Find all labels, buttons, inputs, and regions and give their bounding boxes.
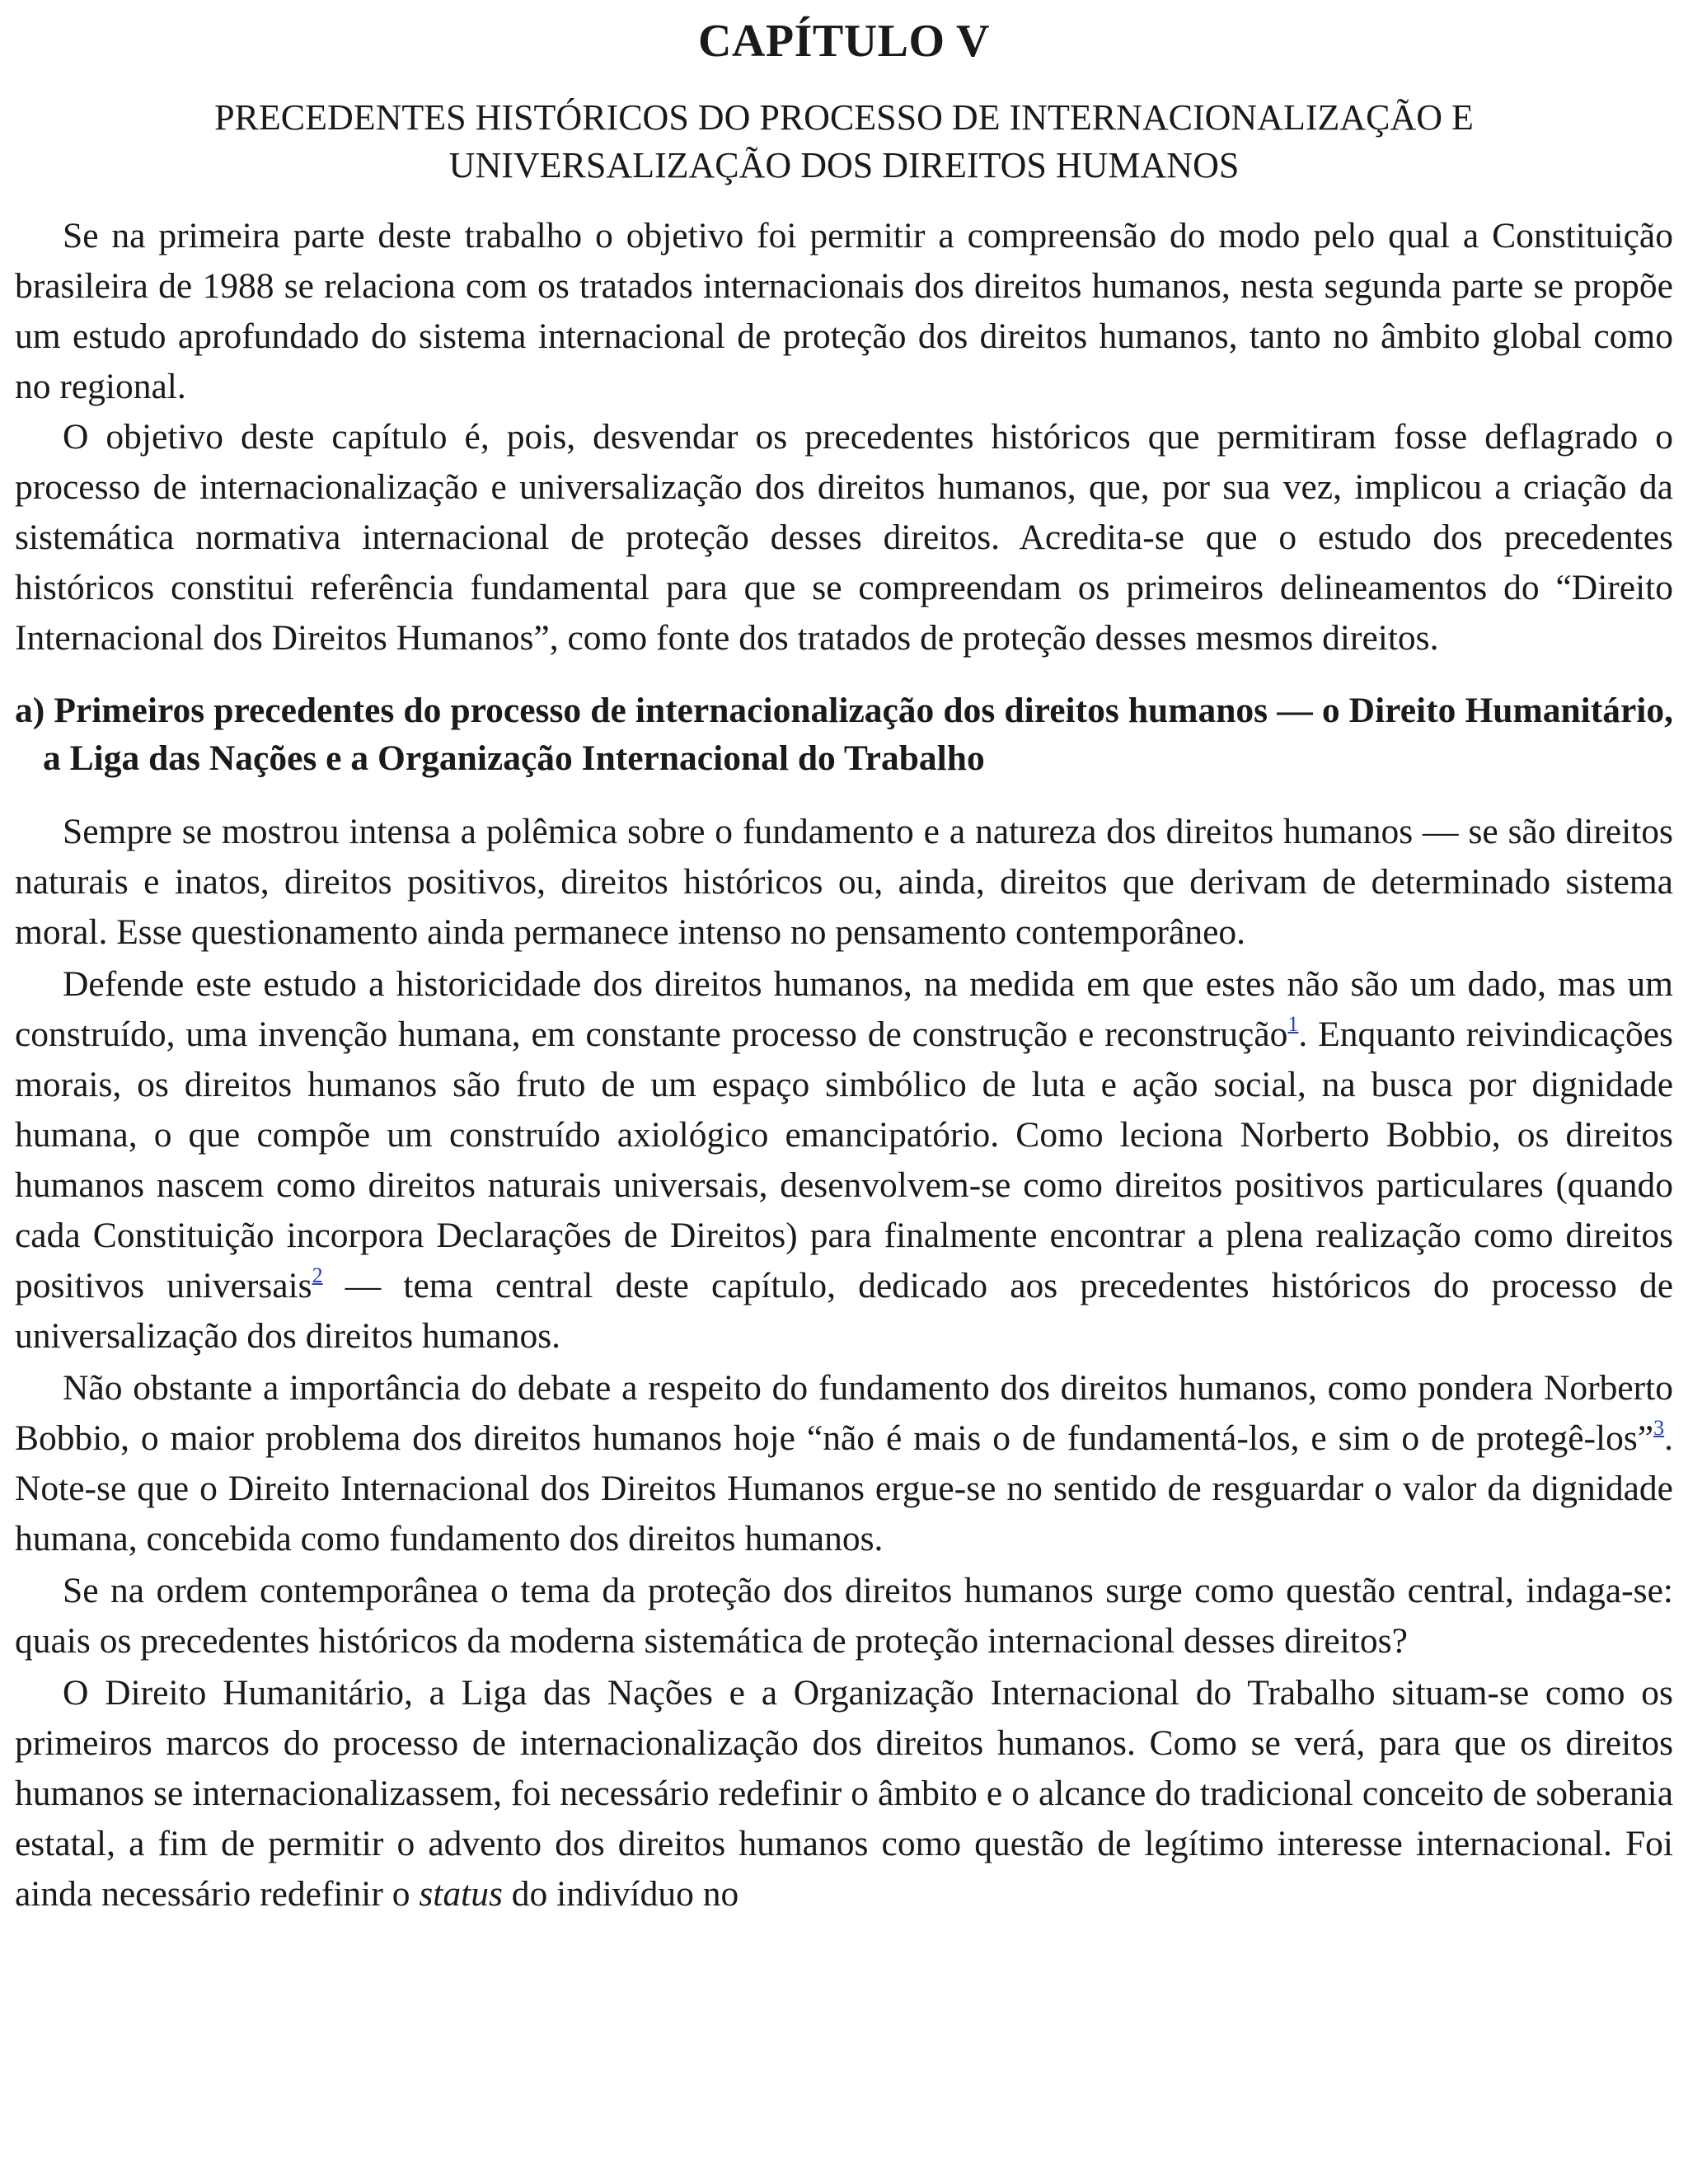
footnote-ref-2 <box>312 1263 323 1287</box>
chapter-title: CAPÍTULO V <box>697 16 990 67</box>
footnote-link-1[interactable]: 1 <box>1287 1012 1299 1036</box>
footnote-link-3[interactable]: 3 <box>1653 1416 1665 1440</box>
section-a-paragraph-1: Sempre se mostrou intensa a polêmica sobre o fundamento e a natureza dos direitos humanos — se são direitos naturais e inatos, direitos positivos, direitos históricos ou, ainda, direitos que derivam de determinado sistema moral. Esse questionamento ainda permanece intenso no pensamento contemporâneo. <box>15 812 1673 952</box>
document-page <box>15 0 1673 1919</box>
paragraph-2-text-2: . Enquanto reivindicações morais, os direitos humanos são fruto de um espaço simbólico de luta e ação social, na busca por dignidade humana, o que compõe um construído axiológico emancipatório. Como leciona Norberto Bobbio, os direitos humanos nascem como direitos naturais universais, desenvolvem-se como direitos positivos particulares (quando cada Constituição incorpora Declarações de Direitos) para finalmente encontrar a plena realização como direitos positivos universais <box>15 1015 1673 1305</box>
paragraph-3-text-2: . Note-se que o Direito Internacional dos Direitos Humanos ergue-se no sentido de resguardar o valor da dignidade humana, concebida como fundamento dos direitos humanos. <box>15 1418 1673 1558</box>
paragraph-3-text-1: Não obstante a importância do debate a respeito do fundamento dos direitos humanos, como pondera Norberto Bobbio, o maior problema dos direitos humanos hoje “não é mais o de fundamentá-los, e sim o de protegê-los” <box>15 1368 1673 1458</box>
paragraph-5-text-2: do indivíduo no <box>502 1874 739 1914</box>
status-italic: status <box>419 1874 503 1914</box>
chapter-subtitle <box>15 94 1673 190</box>
footnote-ref-1 <box>1287 1012 1298 1036</box>
intro-paragraph-2: O objetivo deste capítulo é, pois, desvendar os precedentes históricos que permitiram fosse deflagrado o processo de internacionalização e universalização dos direitos humanos, que, por sua vez, implicou a criação da sistemática normativa internacional de proteção desses direitos. Acredita-se que o estudo dos precedentes históricos constitui referência fundamental para que se compreendam os primeiros delineamentos do “Direito Internacional dos Direitos Humanos”, como fonte dos tratados de proteção desses mesmos direitos. <box>15 417 1673 658</box>
paragraph-2-text-1: Defende este estudo a historicidade dos direitos humanos, na medida em que estes não são um dado, mas um construído, uma invenção humana, em constante processo de construção e reconstrução <box>15 964 1673 1054</box>
section-a-paragraph-2 <box>15 959 1673 1361</box>
section-a-paragraph-4: Se na ordem contemporânea o tema da proteção dos direitos humanos surge como questão central, indaga-se: quais os precedentes históricos da moderna sistemática de proteção internacional desses direitos? <box>15 1571 1673 1661</box>
section-a-body <box>15 807 1673 1919</box>
section-a-heading: a) Primeiros precedentes do processo de internacionalização dos direitos humanos — o Direito Humanitário, a Liga das Nações e a Organização Internacional do Trabalho <box>15 691 1673 778</box>
footnote-link-2[interactable]: 2 <box>312 1263 323 1287</box>
footnote-ref-3 <box>1653 1416 1664 1440</box>
section-a-paragraph-5 <box>15 1668 1673 1919</box>
intro-paragraph-1: Se na primeira parte deste trabalho o objetivo foi permitir a compreensão do modo pelo qual a Constituição brasileira de 1988 se relaciona com os tratados internacionais dos direitos humanos, nesta segunda parte se propõe um estudo aprofundado do sistema internacional de proteção dos direitos humanos, tanto no âmbito global como no regional. <box>15 216 1673 406</box>
section-a-paragraph-3 <box>15 1363 1673 1564</box>
paragraph-2-text-3: — tema central deste capítulo, dedicado aos precedentes históricos do processo de universalização dos direitos humanos. <box>15 1266 1673 1356</box>
paragraph-5-text-1: O Direito Humanitário, a Liga das Nações e a Organização Internacional do Trabalho situam-se como os primeiros marcos do processo de internacionalização dos direitos humanos. Como se verá, para que os direitos humanos se internacionalizassem, foi necessário redefinir o âmbito e o alcance do tradicional conceito de soberania estatal, a fim de permitir o advento dos direitos humanos como questão de legítimo interesse internacional. Foi ainda necessário redefinir o <box>15 1673 1673 1914</box>
intro-section <box>15 211 1673 663</box>
chapter-subtitle-line-2: UNIVERSALIZAÇÃO DOS DIREITOS HUMANOS <box>448 145 1240 185</box>
chapter-subtitle-line-1: PRECEDENTES HISTÓRICOS DO PROCESSO DE INTERNACIONALIZAÇÃO E <box>214 97 1474 138</box>
